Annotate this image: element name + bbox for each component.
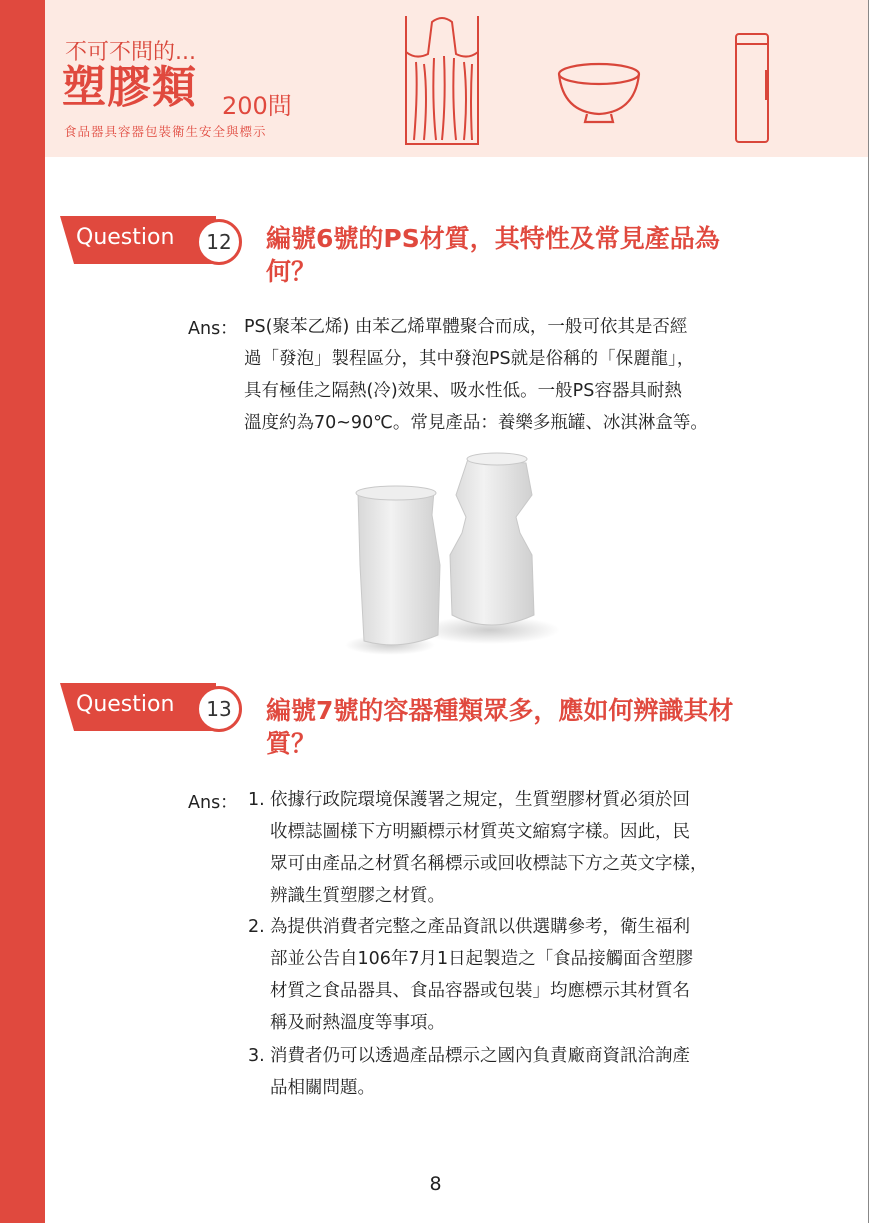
ps-containers-photo [340, 445, 570, 670]
question-tab-label: Question [76, 225, 175, 250]
answer-line: 消費者仍可以透過產品標示之國內負責廠商資訊洽詢產 [270, 1046, 690, 1066]
left-accent-bar [0, 0, 45, 1223]
answer-line: 依據行政院環境保護署之規定，生質塑膠材質必須於回 [270, 790, 690, 810]
answer-line: 具有極佳之隔熱(冷)效果、吸水性低。一般PS容器具耐熱 [244, 381, 682, 401]
answer-item-number: 2. [248, 917, 265, 937]
page-number: 8 [429, 1173, 442, 1195]
brand-line1: 不可不問的... [65, 40, 196, 65]
brand-title: 塑膠類 [62, 62, 197, 113]
brand-200: 200問 [222, 92, 292, 120]
answer-line: 過「發泡」製程區分，其中發泡PS就是俗稱的「保麗龍」， [244, 349, 695, 369]
answer-label: Ans： [188, 319, 238, 339]
answer-line: PS(聚苯乙烯) 由苯乙烯單體聚合而成，一般可依其是否經 [244, 317, 688, 337]
answer-line: 材質之食品器具、食品容器或包裝」均應標示其材質名 [270, 981, 690, 1001]
question-title: 編號7號的容器種類眾多，應如何辨識其材質？ [266, 696, 734, 758]
bowl-icon [555, 60, 643, 128]
answer-label: Ans： [188, 793, 238, 813]
question-number: 12 [196, 219, 242, 265]
answer-body [244, 311, 754, 439]
answer-item-number: 1. [248, 790, 265, 810]
answer-line: 眾可由產品之材質名稱標示或回收標誌下方之英文字樣， [270, 854, 708, 874]
question-tab-label: Question [76, 692, 175, 717]
answer-line: 溫度約為70~90℃。常見產品：養樂多瓶罐、冰淇淋盒等。 [244, 413, 708, 433]
answer-item-number: 3. [248, 1046, 265, 1066]
answer-line: 為提供消費者完整之產品資訊以供選購參考，衛生福利 [270, 917, 690, 937]
answer-line: 品相關問題。 [270, 1078, 375, 1098]
brand-subtitle: 食品器具容器包裝衛生安全與標示 [64, 124, 267, 139]
answer-line: 稱及耐熱溫度等事項。 [270, 1013, 445, 1033]
plastic-bag-icon [402, 12, 482, 150]
answer-item [248, 911, 758, 1041]
answer-line: 收標誌圖樣下方明顯標示材質英文縮寫字樣。因此，民 [270, 822, 690, 842]
answer-line: 辨識生質塑膠之材質。 [270, 886, 445, 906]
answer-item [248, 1040, 758, 1106]
answer-item [248, 784, 758, 914]
question-title: 編號6號的PS材質，其特性及常見產品為何？ [266, 224, 720, 286]
page-edge-line [868, 0, 869, 1223]
bottle-icon [732, 30, 772, 146]
question-number: 13 [196, 686, 242, 732]
answer-line: 部並公告自106年7月1日起製造之「食品接觸面含塑膠 [270, 949, 694, 969]
